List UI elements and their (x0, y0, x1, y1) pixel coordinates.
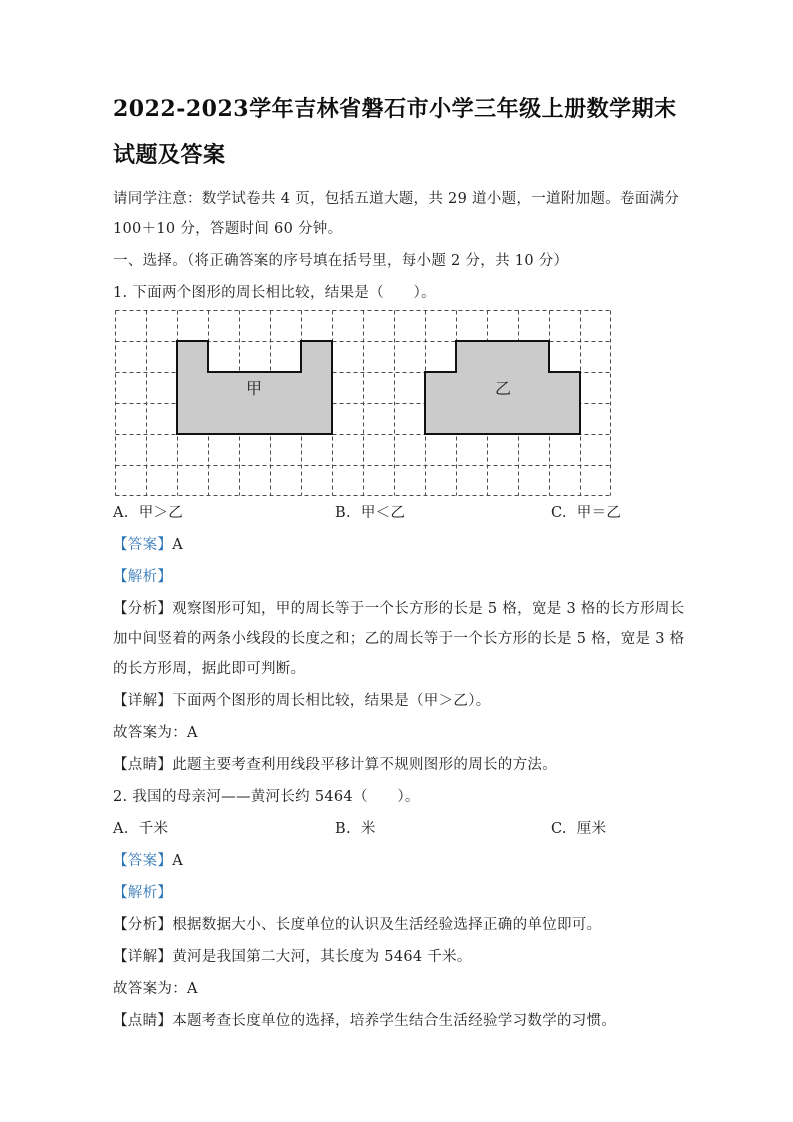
question-1-stem: 1. 下面两个图形的周长相比较，结果是（ ）。 (113, 285, 436, 301)
option-label: A. (113, 505, 129, 521)
option-text: 甲＝乙 (576, 505, 622, 521)
question-1-option-a (113, 498, 335, 528)
grid-figure (115, 310, 611, 496)
question-1-detail: 【详解】下面两个图形的周长相比较，结果是（甲＞乙）。 (113, 693, 491, 709)
option-text: 厘米 (576, 821, 607, 837)
question-1-analysis: 【分析】观察图形可知，甲的周长等于一个长方形的长是 5 格，宽是 3 格的长方形周长加中间竖着的两条小线段的长度之和；乙的周长等于一个长方形的长是 5 格，宽是 3 格的长方形周，据此即可判断。 (113, 601, 685, 677)
question-2-options (113, 814, 685, 844)
question-2-detail: 【详解】黄河是我国第二大河，其长度为 5464 千米。 (113, 949, 472, 965)
document-title: 2022-2023学年吉林省磐石市小学三年级上册数学期末试题及答案 (113, 96, 677, 168)
jiexi-tag: 【解析】 (113, 885, 173, 901)
question-1-figure (115, 310, 685, 496)
exam-notice: 请同学注意：数学试卷共 4 页，包括五道大题，共 29 道小题，一道附加题。卷面满分 100＋10 分，答题时间 60 分钟。 (113, 191, 680, 237)
shape-jia-label: 甲 (246, 379, 263, 398)
answer-tag: 【答案】 (113, 537, 173, 553)
question-1-conclusion: 故答案为：A (113, 725, 198, 741)
question-2-option-b (335, 814, 551, 844)
question-2-tip: 【点睛】本题考查长度单位的选择，培养学生结合生活经验学习数学的习惯。 (113, 1013, 617, 1029)
question-2-conclusion: 故答案为：A (113, 981, 198, 997)
answer-tag: 【答案】 (113, 853, 173, 869)
question-2-jiexi-line (113, 878, 685, 908)
question-2-stem: 2. 我国的母亲河——黄河长约 5464（ ）。 (113, 789, 420, 805)
question-2-option-c (551, 814, 685, 844)
jiexi-tag: 【解析】 (113, 569, 173, 585)
option-label: C. (551, 821, 567, 837)
shape-yi-label: 乙 (495, 379, 512, 398)
section-heading: 一、选择。（将正确答案的序号填在括号里，每小题 2 分，共 10 分） (113, 253, 569, 269)
question-1-answer-line (113, 530, 685, 560)
option-text: 甲＜乙 (360, 505, 406, 521)
question-1-tip: 【点睛】此题主要考查利用线段平移计算不规则图形的周长的方法。 (113, 757, 557, 773)
option-text: 米 (360, 821, 376, 837)
option-label: C. (551, 505, 567, 521)
question-2-analysis: 【分析】根据数据大小、长度单位的认识及生活经验选择正确的单位即可。 (113, 917, 602, 933)
option-label: B. (335, 821, 351, 837)
question-1-jiexi-line (113, 562, 685, 592)
question-1-options (113, 498, 685, 528)
question-2-answer-line (113, 846, 685, 876)
option-label: B. (335, 505, 351, 521)
question-1-option-b (335, 498, 551, 528)
question-2-option-a (113, 814, 335, 844)
question-1-option-c (551, 498, 685, 528)
document-content (113, 86, 685, 1036)
option-text: 甲＞乙 (138, 505, 184, 521)
option-text: 千米 (138, 821, 169, 837)
option-label: A. (113, 821, 129, 837)
answer-value: A (172, 537, 183, 553)
answer-value: A (172, 853, 183, 869)
